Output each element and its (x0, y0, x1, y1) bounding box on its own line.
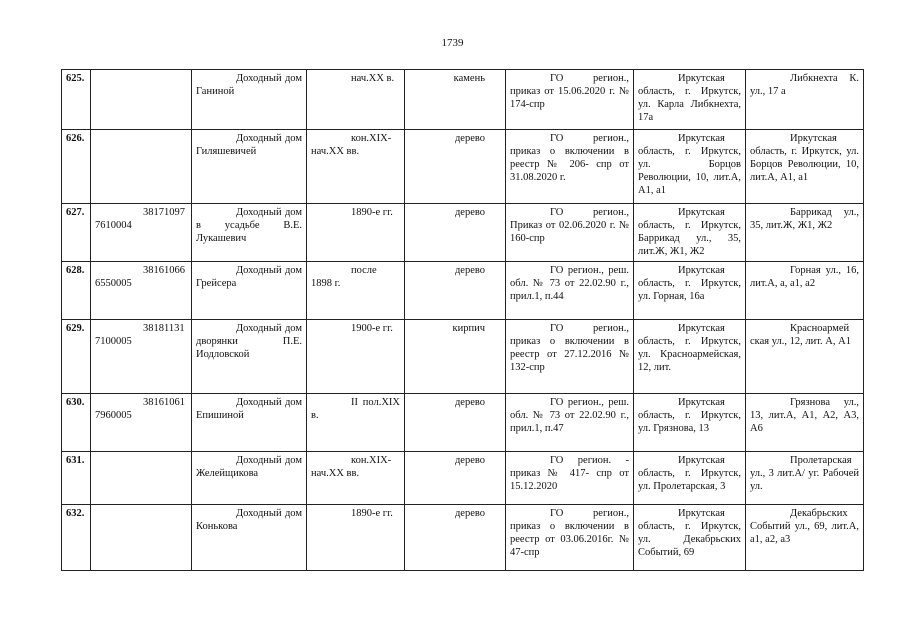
dating: 1890-е гг. (307, 204, 405, 262)
row-number: 626. (62, 130, 91, 204)
table-row (62, 204, 864, 262)
object-name: Доходный дом в усадьбе В.Е. Лукашевич (192, 204, 307, 262)
row-number: 631. (62, 452, 91, 505)
object-name: Доходный дом Ганиной (192, 70, 307, 130)
legal-document: ГО регион., реш. обл. № 73 от 22.02.90 г., прил.1, п.47 (506, 394, 634, 452)
legal-document: ГО регион., приказ от 15.06.2020 г. № 174-спр (506, 70, 634, 130)
cadastral-number: 38161061 7960005 (91, 394, 192, 452)
material: дерево (405, 130, 506, 204)
address-short: Горная ул., 16, лит.А, а, а1, а2 (746, 262, 864, 320)
address: Иркутская область, г. Иркутск, ул. Красноармейская, 12, лит. (634, 320, 746, 394)
address-short: Пролетарская ул., 3 лит.А/ уг. Рабочей ул. (746, 452, 864, 505)
material: дерево (405, 262, 506, 320)
cadastral-number (91, 70, 192, 130)
dating: нач.XX в. (307, 70, 405, 130)
row-number: 629. (62, 320, 91, 394)
cadastral-number (91, 452, 192, 505)
table-row (62, 320, 864, 394)
address: Иркутская область, г. Иркутск, ул. Пролетарская, 3 (634, 452, 746, 505)
object-name: Доходный дом Епишиной (192, 394, 307, 452)
legal-document: ГО регион., приказ о включении в реестр от 03.06.2016г. № 47-спр (506, 505, 634, 571)
dating: 1900-е гг. (307, 320, 405, 394)
table-row (62, 505, 864, 571)
address-short: Либкнехта К. ул., 17 а (746, 70, 864, 130)
table-row (62, 70, 864, 130)
row-number: 630. (62, 394, 91, 452)
address: Иркутская область, г. Иркутск, ул. Горная, 16а (634, 262, 746, 320)
row-number: 625. (62, 70, 91, 130)
material: кирпич (405, 320, 506, 394)
object-name: Доходный дом Желейщикова (192, 452, 307, 505)
cadastral-number (91, 505, 192, 571)
address: Иркутская область, г. Иркутск, ул. Декабрьских Событий, 69 (634, 505, 746, 571)
dating: кон.XIX-нач.XX вв. (307, 130, 405, 204)
table-row (62, 394, 864, 452)
address-short: Красноармей ская ул., 12, лит. А, А1 (746, 320, 864, 394)
address-short: Грязнова ул., 13, лит.А, А1, А2, А3, А6 (746, 394, 864, 452)
object-name: Доходный дом Грейсера (192, 262, 307, 320)
row-number: 628. (62, 262, 91, 320)
material: дерево (405, 452, 506, 505)
cadastral-number (91, 130, 192, 204)
dating: после 1898 г. (307, 262, 405, 320)
table-row (62, 452, 864, 505)
address: Иркутская область, г. Иркутск, Баррикад ул., 35, лит.Ж, Ж1, Ж2 (634, 204, 746, 262)
dating: II пол.XIX в. (307, 394, 405, 452)
row-number: 627. (62, 204, 91, 262)
legal-document: ГО регион. - приказ № 417- спр от 15.12.2020 (506, 452, 634, 505)
material: камень (405, 70, 506, 130)
address: Иркутская область, г. Иркутск, ул. Карла Либкнехта, 17а (634, 70, 746, 130)
dating: 1890-е гг. (307, 505, 405, 571)
legal-document: ГО регион., Приказ от 02.06.2020 г. № 160-спр (506, 204, 634, 262)
object-name: Доходный дом Конькова (192, 505, 307, 571)
dating: кон.XIX-нач.XX вв. (307, 452, 405, 505)
heritage-registry-table (61, 69, 864, 571)
address: Иркутская область, г. Иркутск, ул. Борцов Революции, 10, лит.А, А1, а1 (634, 130, 746, 204)
material: дерево (405, 204, 506, 262)
material: дерево (405, 505, 506, 571)
cadastral-number: 38161066 6550005 (91, 262, 192, 320)
address-short: Декабрьских Событий ул., 69, лит.А, а1, а2, а3 (746, 505, 864, 571)
object-name: Доходный дом Гиляшевичей (192, 130, 307, 204)
cadastral-number: 38171097 7610004 (91, 204, 192, 262)
page-number: 1739 (441, 37, 464, 49)
cadastral-number: 38181131 7100005 (91, 320, 192, 394)
table-row (62, 130, 864, 204)
legal-document: ГО регион., реш. обл. № 73 от 22.02.90 г., прил.1, п.44 (506, 262, 634, 320)
material: дерево (405, 394, 506, 452)
object-name: Доходный дом дворянки П.Е. Иодловской (192, 320, 307, 394)
address-short: Баррикад ул., 35, лит.Ж, Ж1, Ж2 (746, 204, 864, 262)
address-short: Иркутская область, г. Иркутск, ул. Борцов Революции, 10, лит.А, А1, а1 (746, 130, 864, 204)
table-row (62, 262, 864, 320)
legal-document: ГО регион., приказ о включении в реестр № 206- спр от 31.08.2020 г. (506, 130, 634, 204)
legal-document: ГО регион., приказ о включении в реестр от 27.12.2016 № 132-спр (506, 320, 634, 394)
row-number: 632. (62, 505, 91, 571)
address: Иркутская область, г. Иркутск, ул. Грязнова, 13 (634, 394, 746, 452)
